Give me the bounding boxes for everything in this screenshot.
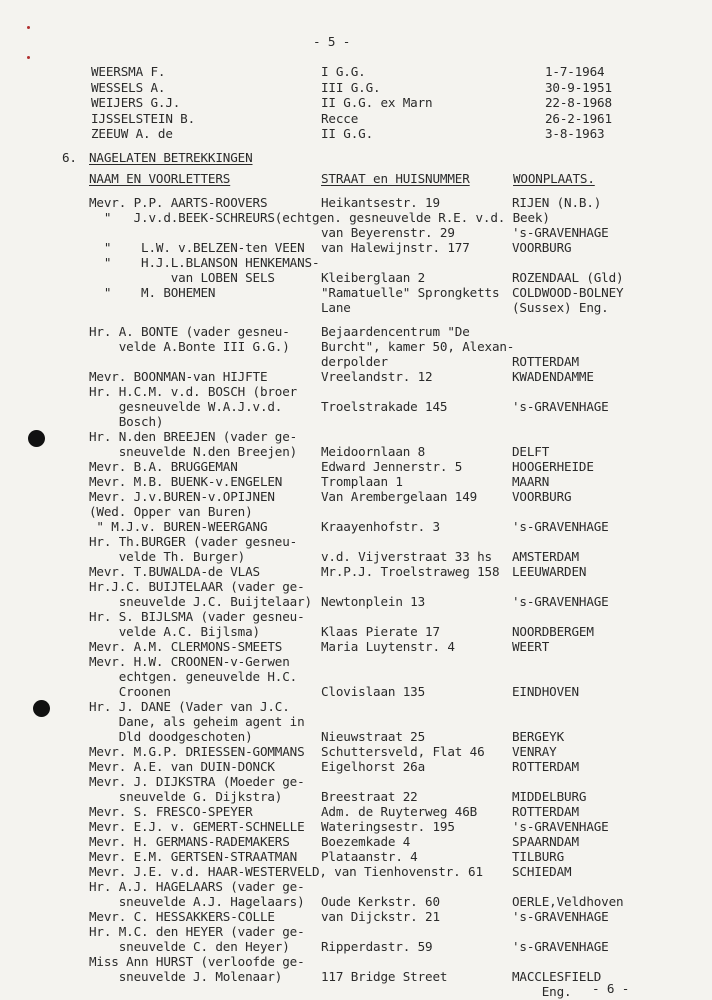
entry-street: van Beyerenstr. 29 xyxy=(321,225,455,240)
entry-place: VOORBURG xyxy=(512,489,572,504)
ink-dot xyxy=(27,26,30,29)
entry-name: Hr. N.den BREEJEN (vader ge- xyxy=(89,429,298,444)
entry-name: Croonen xyxy=(89,684,171,699)
entry-name: Hr. M.C. den HEYER (vader ge- xyxy=(89,924,305,939)
page-number-top: - 5 - xyxy=(313,34,351,49)
entry-name: Miss Ann HURST (verloofde ge- xyxy=(89,954,305,969)
entry-place: 's-GRAVENHAGE xyxy=(512,225,609,240)
entry-name: Mevr. M.B. BUENK-v.ENGELEN xyxy=(89,474,283,489)
entry-place: HOOGERHEIDE xyxy=(512,459,594,474)
entry-place: ROZENDAAL (Gld) xyxy=(512,270,624,285)
entry-street: Clovislaan 135 xyxy=(321,684,426,699)
entry-name: Mevr. S. FRESCO-SPEYER xyxy=(89,804,253,819)
entry-place: (Sussex) Eng. xyxy=(512,300,609,315)
entry-place: KWADENDAMME xyxy=(512,369,594,384)
entry-street: Adm. de Ruyterweg 46B xyxy=(321,804,478,819)
entry-street: Plataanstr. 4 xyxy=(321,849,418,864)
entry-place: SPAARNDAM xyxy=(512,834,579,849)
entry-name: echtgen. geneuvelde H.C. xyxy=(89,669,298,684)
entry-name: velde A.Bonte III G.G.) xyxy=(89,339,290,354)
roster-date: 26-2-1961 xyxy=(545,110,612,126)
roster-date: 30-9-1951 xyxy=(545,79,612,95)
entry-name: " M.J.v. BUREN-WEERGANG xyxy=(89,519,268,534)
roster-name: WESSELS A. xyxy=(91,79,166,95)
roster-name: WEIJERS G.J. xyxy=(91,95,181,110)
entry-place: 's-GRAVENHAGE xyxy=(512,939,609,954)
entry-name: Bosch) xyxy=(89,414,164,429)
roster-name: IJSSELSTEIN B. xyxy=(91,110,196,126)
entry-name: sneuvelde C. den Heyer) xyxy=(89,939,290,954)
entry-place: ROTTERDAM xyxy=(512,759,579,774)
entry-name: Mevr. E.J. v. GEMERT-SCHNELLE xyxy=(89,819,305,834)
entry-place: OERLE,Veldhoven xyxy=(512,894,624,909)
entry-street: Meidoornlaan 8 xyxy=(321,444,426,459)
entry-name: Hr. A.J. HAGELAARS (vader ge- xyxy=(89,879,305,894)
entry-place: LEEUWARDEN xyxy=(512,564,587,579)
punch-hole xyxy=(33,700,50,717)
entry-street: Ripperdastr. 59 xyxy=(321,939,433,954)
entry-name: Mevr. T.BUWALDA-de VLAS xyxy=(89,564,260,579)
entry-place: SCHIEDAM xyxy=(512,864,572,879)
roster-unit: II G.G. xyxy=(321,126,374,141)
entry-street: Tromplaan 1 xyxy=(321,474,403,489)
entry-name: Mevr. BOONMAN-van HIJFTE xyxy=(89,369,268,384)
entry-name: Dane, als geheim agent in xyxy=(89,714,305,729)
entry-name: Mevr. H.W. CROONEN-v-Gerwen xyxy=(89,654,290,669)
page-number-bottom: - 6 - xyxy=(592,981,630,996)
roster-unit: Recce xyxy=(321,110,359,126)
roster-unit: I G.G. xyxy=(321,64,366,79)
entry-place: 's-GRAVENHAGE xyxy=(512,399,609,414)
entry-name: gesneuvelde W.A.J.v.d. xyxy=(89,399,283,414)
entry-street: Boezemkade 4 xyxy=(321,834,411,849)
entry-street: Eigelhorst 26a xyxy=(321,759,426,774)
entry-place: Eng. xyxy=(512,984,572,999)
entry-street: Wateringsestr. 195 xyxy=(321,819,455,834)
entry-street: Schuttersveld, Flat 46 xyxy=(321,744,485,759)
entry-name: Hr. H.C.M. v.d. BOSCH (broer xyxy=(89,384,298,399)
entry-place: ROTTERDAM xyxy=(512,354,579,369)
entry-name: Hr. J. DANE (Vader van J.C. xyxy=(89,699,290,714)
entry-place: NOORDBERGEM xyxy=(512,624,594,639)
entry-place: EINDHOVEN xyxy=(512,684,579,699)
header-street: STRAAT en HUISNUMMER xyxy=(321,171,470,186)
entry-name: Mevr. C. HESSAKKERS-COLLE xyxy=(89,909,275,924)
entry-street: "Ramatuelle" Sprongketts xyxy=(321,285,500,300)
entry-name: Mevr. J.v.BUREN-v.OPIJNEN xyxy=(89,489,275,504)
entry-name: Dld doodgeschoten) xyxy=(89,729,253,744)
roster-unit: II G.G. ex Marn xyxy=(321,95,433,110)
entry-place: RIJEN (N.B.) xyxy=(512,195,602,210)
entry-street: v.d. Vijverstraat 33 hs xyxy=(321,549,492,564)
entry-name: " H.J.L.BLANSON HENKEMANS- xyxy=(89,255,320,270)
roster-date: 22-8-1968 xyxy=(545,95,612,110)
entry-name: sneuvelde J. Molenaar) xyxy=(89,969,283,984)
entry-place: DELFT xyxy=(512,444,550,459)
entry-street: Lane xyxy=(321,300,351,315)
entry-place: MAARN xyxy=(512,474,550,489)
entry-place: TILBURG xyxy=(512,849,565,864)
entry-name: sneuvelde A.J. Hagelaars) xyxy=(89,894,305,909)
entry-name: Hr. A. BONTE (vader gesneu- xyxy=(89,324,290,339)
entry-name: sneuvelde N.den Breejen) xyxy=(89,444,298,459)
entry-street: Mr.P.J. Troelstraweg 158 xyxy=(321,564,500,579)
entry-name: Hr. S. BIJLSMA (vader gesneu- xyxy=(89,609,305,624)
entry-street: Bejaardencentrum "De xyxy=(321,324,470,339)
entry-place: BERGEYK xyxy=(512,729,565,744)
entry-street: Klaas Pierate 17 xyxy=(321,624,440,639)
entry-street: Breestraat 22 xyxy=(321,789,418,804)
entry-name: velde Th. Burger) xyxy=(89,549,246,564)
ink-dot xyxy=(27,56,30,59)
entry-place: MACCLESFIELD xyxy=(512,969,602,984)
entry-place: 's-GRAVENHAGE xyxy=(512,819,609,834)
roster-name: ZEEUW A. de xyxy=(91,126,173,141)
entry-name: Hr.J.C. BUIJTELAAR (vader ge- xyxy=(89,579,305,594)
header-name: NAAM EN VOORLETTERS xyxy=(89,171,231,186)
entry-street: Burcht", kamer 50, Alexan- xyxy=(321,339,515,354)
entry-street: Edward Jennerstr. 5 xyxy=(321,459,463,474)
entry-place: VOORBURG xyxy=(512,240,572,255)
entry-name: Mevr. B.A. BRUGGEMAN xyxy=(89,459,238,474)
entry-street: 117 Bridge Street xyxy=(321,969,448,984)
entry-name: " J.v.d.BEEK-SCHREURS(echtgen. gesneuvelde R.E. v.d. Beek) xyxy=(89,210,550,225)
entry-name: Mevr. A.M. CLERMONS-SMEETS xyxy=(89,639,283,654)
entry-name: " M. BOHEMEN xyxy=(89,285,216,300)
entry-street: Van Arembergelaan 149 xyxy=(321,489,478,504)
entry-street: Kraayenhofstr. 3 xyxy=(321,519,440,534)
entry-place: AMSTERDAM xyxy=(512,549,579,564)
entry-name: (Wed. Opper van Buren) xyxy=(89,504,253,519)
entry-place: 's-GRAVENHAGE xyxy=(512,909,609,924)
entry-name: " L.W. v.BELZEN-ten VEEN xyxy=(89,240,305,255)
entry-street: Vreelandstr. 12 xyxy=(321,369,433,384)
entry-place: WEERT xyxy=(512,639,550,654)
entry-place: COLDWOOD-BOLNEY xyxy=(512,285,624,300)
section-number: 6. xyxy=(62,150,77,165)
entry-place: ROTTERDAM xyxy=(512,804,579,819)
entry-street: Nieuwstraat 25 xyxy=(321,729,426,744)
roster-name: WEERSMA F. xyxy=(91,64,166,79)
section-title: NAGELATEN BETREKKINGEN xyxy=(89,150,253,165)
entry-street: Oude Kerkstr. 60 xyxy=(321,894,440,909)
entry-street: Maria Luytenstr. 4 xyxy=(321,639,455,654)
roster-date: 1-7-1964 xyxy=(545,64,605,79)
header-place: WOONPLAATS. xyxy=(513,171,595,186)
entry-name: van LOBEN SELS xyxy=(89,270,275,285)
entry-name: sneuvelde J.C. Buijtelaar) xyxy=(89,594,312,609)
entry-street: Troelstrakade 145 xyxy=(321,399,448,414)
entry-name: Mevr. E.M. GERTSEN-STRAATMAN xyxy=(89,849,298,864)
entry-place: 's-GRAVENHAGE xyxy=(512,519,609,534)
entry-name: Mevr. J. DIJKSTRA (Moeder ge- xyxy=(89,774,305,789)
entry-street: Kleiberglaan 2 xyxy=(321,270,426,285)
entry-name: Mevr. J.E. v.d. HAAR-WESTERVELD, van Tienhovenstr. 61 xyxy=(89,864,483,879)
entry-name: Mevr. P.P. AARTS-ROOVERS xyxy=(89,195,268,210)
roster-unit: III G.G. xyxy=(321,79,381,95)
entry-name: Mevr. M.G.P. DRIESSEN-GOMMANS xyxy=(89,744,305,759)
entry-place: VENRAY xyxy=(512,744,557,759)
entry-name: Mevr. A.E. van DUIN-DONCK xyxy=(89,759,275,774)
entry-name: Mevr. H. GERMANS-RADEMAKERS xyxy=(89,834,290,849)
entry-street: derpolder xyxy=(321,354,388,369)
roster-date: 3-8-1963 xyxy=(545,126,605,141)
entry-name: velde A.C. Bijlsma) xyxy=(89,624,260,639)
entry-street: Newtonplein 13 xyxy=(321,594,426,609)
entry-name: sneuvelde G. Dijkstra) xyxy=(89,789,283,804)
entry-street: van Dijckstr. 21 xyxy=(321,909,440,924)
entry-name: Hr. Th.BURGER (vader gesneu- xyxy=(89,534,298,549)
entry-place: 's-GRAVENHAGE xyxy=(512,594,609,609)
entry-street: van Halewijnstr. 177 xyxy=(321,240,470,255)
entry-place: MIDDELBURG xyxy=(512,789,587,804)
entry-street: Heikantsestr. 19 xyxy=(321,195,440,210)
punch-hole xyxy=(28,430,45,447)
